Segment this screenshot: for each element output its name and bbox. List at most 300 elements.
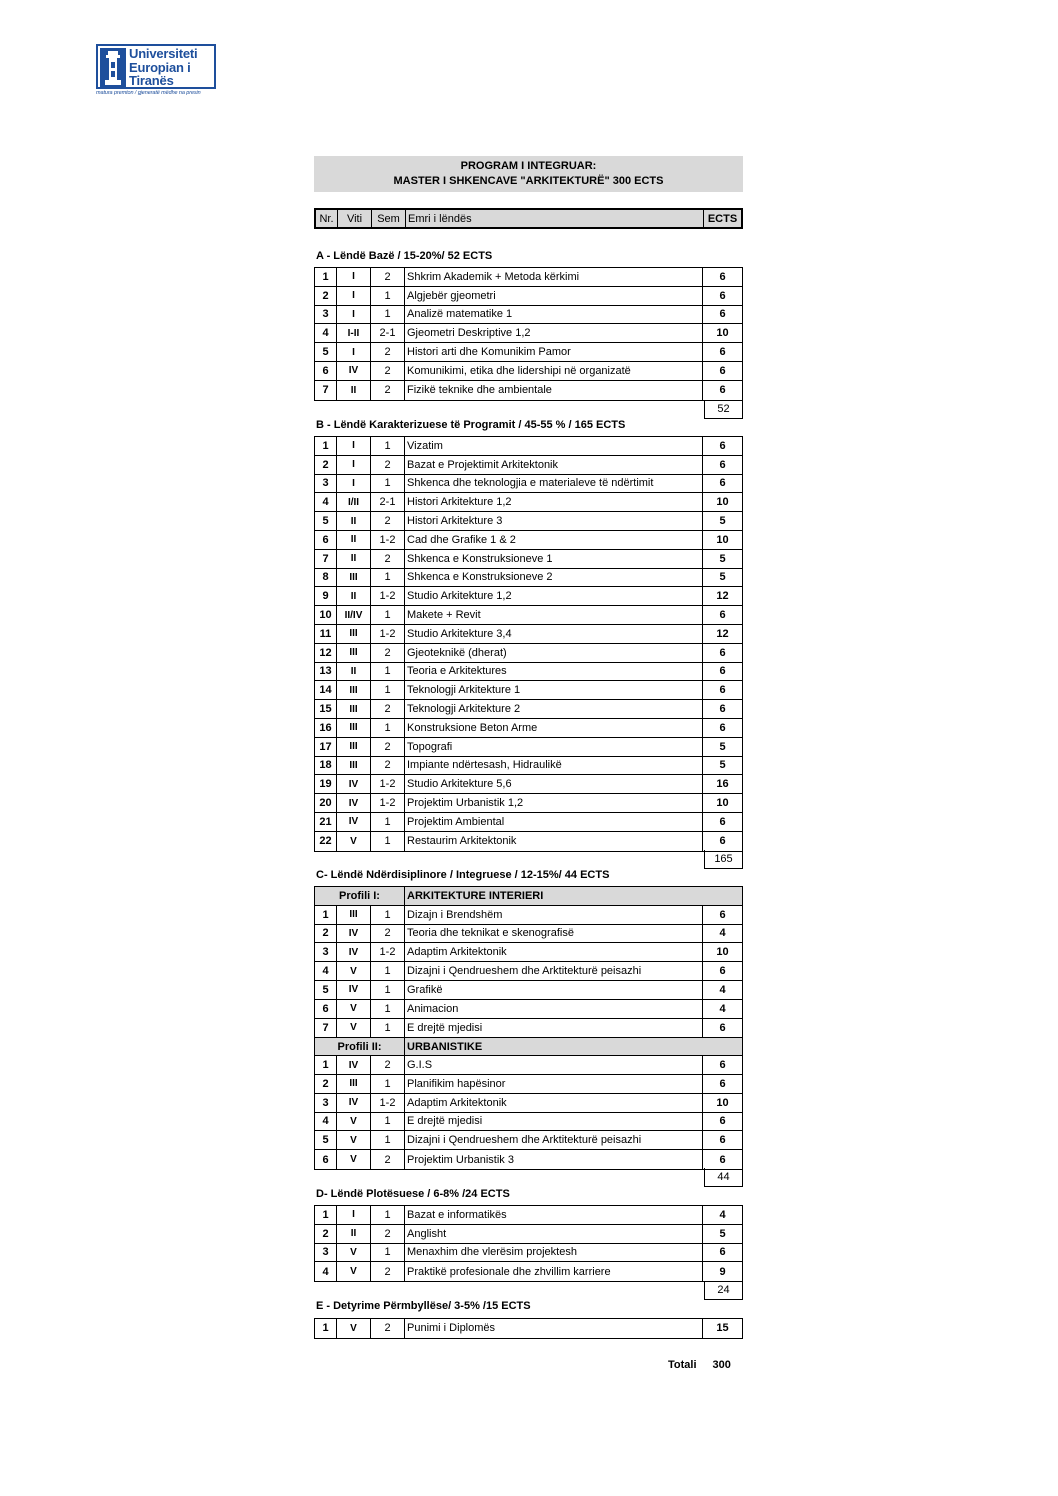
course-name: E drejtë mjedisi xyxy=(405,1113,703,1131)
course-name: Topografi xyxy=(405,738,703,756)
table-row xyxy=(315,775,742,794)
course-nr: 21 xyxy=(315,813,337,831)
table-row xyxy=(315,456,742,475)
course-nr: 4 xyxy=(315,324,337,342)
course-semester: 1-2 xyxy=(371,587,405,605)
course-name: Gjeoteknikë (dherat) xyxy=(405,644,703,662)
course-nr: 5 xyxy=(315,512,337,530)
course-semester: 2 xyxy=(371,381,405,400)
title-line-1: PROGRAM I INTEGRUAR: xyxy=(460,160,597,172)
course-semester: 1 xyxy=(371,906,405,924)
course-ects: 6 xyxy=(719,815,726,828)
course-year: IV xyxy=(337,981,371,999)
course-name: Studio Arkitekture 5,6 xyxy=(405,775,703,793)
course-ects: 5 xyxy=(719,571,726,584)
table-row xyxy=(315,1075,742,1094)
course-name: Planifikim hapësinor xyxy=(405,1075,703,1093)
column-header-row xyxy=(314,208,743,229)
course-year: II xyxy=(337,550,371,568)
course-nr: 3 xyxy=(315,1244,337,1262)
table-row xyxy=(315,644,742,663)
course-nr: 3 xyxy=(315,1094,337,1112)
course-year: III xyxy=(337,681,371,699)
course-name: Menaxhim dhe vlerësim projektesh xyxy=(405,1244,703,1262)
course-semester: 2 xyxy=(371,644,405,662)
table-row xyxy=(315,663,742,682)
course-name: G.I.S xyxy=(405,1056,703,1074)
course-name: Bazat e informatikës xyxy=(405,1206,703,1224)
course-nr: 12 xyxy=(315,644,337,662)
course-ects: 4 xyxy=(719,983,726,996)
course-nr: 3 xyxy=(315,475,337,493)
grand-total xyxy=(668,1359,731,1371)
course-ects: 6 xyxy=(719,477,726,490)
table-row xyxy=(315,268,742,287)
course-name: Restaurim Arkitektonik xyxy=(405,832,703,851)
header-viti: Viti xyxy=(338,210,372,227)
course-year: V xyxy=(337,1150,371,1169)
course-name: Projektim Ambiental xyxy=(405,813,703,831)
course-nr: 1 xyxy=(315,268,337,286)
course-ects: 4 xyxy=(719,1002,726,1015)
profile-1-header xyxy=(315,887,742,906)
profile-2-rows xyxy=(315,1056,742,1169)
course-semester: 2 xyxy=(371,1150,405,1169)
course-ects: 10 xyxy=(716,327,729,340)
profile-1-rows xyxy=(315,906,742,1038)
course-ects: 5 xyxy=(719,759,726,772)
course-name: Teknologji Arkitekture 1 xyxy=(405,681,703,699)
course-ects: 6 xyxy=(719,439,726,452)
table-row xyxy=(315,1131,742,1150)
course-name: Animacion xyxy=(405,1000,703,1018)
logo-frame xyxy=(96,44,216,89)
course-name: Grafikë xyxy=(405,981,703,999)
table-row xyxy=(315,287,742,306)
course-year: I xyxy=(337,343,371,361)
course-ects: 10 xyxy=(716,1096,729,1109)
course-semester: 2 xyxy=(371,512,405,530)
section-b-table xyxy=(314,436,743,852)
course-ects: 10 xyxy=(716,533,729,546)
course-ects: 6 xyxy=(719,1134,726,1147)
course-name: Bazat e Projektimit Arkitektonik xyxy=(405,456,703,474)
course-year: II xyxy=(337,512,371,530)
course-semester: 1-2 xyxy=(371,625,405,643)
course-year: III xyxy=(337,906,371,924)
course-nr: 15 xyxy=(315,700,337,718)
course-name: Vizatim xyxy=(405,437,703,455)
course-nr: 11 xyxy=(315,625,337,643)
course-year: III xyxy=(337,757,371,775)
title-line-2: MASTER I SHKENCAVE "ARKITEKTURË" 300 ECTS xyxy=(393,175,664,187)
course-ects: 6 xyxy=(719,1059,726,1072)
table-row xyxy=(315,550,742,569)
course-semester: 2 xyxy=(371,757,405,775)
course-ects: 6 xyxy=(719,458,726,471)
section-a-total: 52 xyxy=(704,400,743,419)
course-year: IV xyxy=(337,1094,371,1112)
table-row xyxy=(315,925,742,944)
course-name: Algjebër gjeometri xyxy=(405,287,703,305)
table-row xyxy=(315,1019,742,1038)
course-nr: 5 xyxy=(315,343,337,361)
course-semester: 1 xyxy=(371,1206,405,1224)
course-ects: 6 xyxy=(719,665,726,678)
course-year: V xyxy=(337,832,371,851)
course-ects: 4 xyxy=(719,1208,726,1221)
course-year: V xyxy=(337,1262,371,1281)
table-row xyxy=(315,832,742,851)
course-name: Studio Arkitekture 1,2 xyxy=(405,587,703,605)
course-year: V xyxy=(337,1244,371,1262)
course-semester: 1 xyxy=(371,475,405,493)
table-row xyxy=(315,943,742,962)
course-nr: 5 xyxy=(315,981,337,999)
document-title xyxy=(314,156,743,192)
course-year: I xyxy=(337,437,371,455)
table-row xyxy=(315,794,742,813)
course-nr: 1 xyxy=(315,1319,337,1338)
course-semester: 1 xyxy=(371,981,405,999)
course-ects: 6 xyxy=(719,1246,726,1259)
section-d-table xyxy=(314,1205,743,1282)
course-ects: 12 xyxy=(716,590,729,603)
course-semester: 2 xyxy=(371,362,405,380)
course-ects: 6 xyxy=(719,721,726,734)
header-ects: ECTS xyxy=(707,212,738,225)
course-nr: 5 xyxy=(315,1131,337,1149)
profile-2-header xyxy=(315,1037,742,1056)
section-d-total: 24 xyxy=(704,1281,743,1300)
course-year: IV xyxy=(337,813,371,831)
course-semester: 2 xyxy=(371,1262,405,1281)
course-ects: 15 xyxy=(716,1322,729,1335)
course-nr: 2 xyxy=(315,925,337,943)
course-nr: 7 xyxy=(315,550,337,568)
course-ects: 6 xyxy=(719,1153,726,1166)
profile-2-name: URBANISTIKE xyxy=(407,1040,483,1053)
course-nr: 14 xyxy=(315,681,337,699)
course-name: Histori Arkitekture 3 xyxy=(405,512,703,530)
course-ects: 9 xyxy=(719,1265,726,1278)
course-year: III xyxy=(337,700,371,718)
course-ects: 6 xyxy=(719,308,726,321)
course-year: IV xyxy=(337,925,371,943)
course-name: Dizajn i Brendshëm xyxy=(405,906,703,924)
course-name: Adaptim Arkitektonik xyxy=(405,943,703,961)
course-ects: 6 xyxy=(719,965,726,978)
course-name: Teoria dhe teknikat e skenografisë xyxy=(405,925,703,943)
course-name: Impiante ndërtesash, Hidraulikë xyxy=(405,757,703,775)
course-nr: 6 xyxy=(315,1000,337,1018)
table-row xyxy=(315,306,742,325)
tower-emblem-icon xyxy=(100,48,126,89)
course-ects: 6 xyxy=(719,346,726,359)
course-nr: 1 xyxy=(315,906,337,924)
table-row xyxy=(315,531,742,550)
course-semester: 2 xyxy=(371,925,405,943)
table-row xyxy=(315,962,742,981)
course-name: Projektim Urbanistik 3 xyxy=(405,1150,703,1169)
course-ects: 6 xyxy=(719,703,726,716)
course-year: II xyxy=(337,531,371,549)
course-name: E drejtë mjedisi xyxy=(405,1019,703,1038)
course-name: Dizajni i Qendrueshem dhe Arktitekturë peisazhi xyxy=(405,962,703,980)
course-year: I xyxy=(337,475,371,493)
course-ects: 10 xyxy=(716,797,729,810)
logo-tagline: matura premton / gjeneratë mëdhe na presin xyxy=(96,90,201,96)
course-name: Shkenca e Konstruksioneve 2 xyxy=(405,569,703,587)
course-name: Dizajni i Qendrueshem dhe Arktitekturë peisazhi xyxy=(405,1131,703,1149)
table-row xyxy=(315,1206,742,1225)
course-year: V xyxy=(337,1113,371,1131)
course-nr: 4 xyxy=(315,962,337,980)
table-row xyxy=(315,1244,742,1263)
course-semester: 1 xyxy=(371,306,405,324)
course-year: I/II xyxy=(337,493,371,511)
course-semester: 1 xyxy=(371,569,405,587)
table-row xyxy=(315,1225,742,1244)
section-d-title: D- Lëndë Plotësuese / 6-8% /24 ECTS xyxy=(316,1188,510,1200)
course-year: III xyxy=(337,1075,371,1093)
course-name: Fizikë teknike dhe ambientale xyxy=(405,381,703,400)
course-semester: 1 xyxy=(371,1244,405,1262)
course-year: V xyxy=(337,1000,371,1018)
course-semester: 1-2 xyxy=(371,794,405,812)
course-semester: 2-1 xyxy=(371,493,405,511)
course-nr: 19 xyxy=(315,775,337,793)
course-year: III xyxy=(337,644,371,662)
course-semester: 2-1 xyxy=(371,324,405,342)
course-semester: 2 xyxy=(371,1225,405,1243)
course-semester: 2 xyxy=(371,738,405,756)
logo-line-3: Tiranës xyxy=(129,73,174,88)
table-row xyxy=(315,512,742,531)
table-row xyxy=(315,719,742,738)
course-nr: 10 xyxy=(315,606,337,624)
course-semester: 2 xyxy=(371,456,405,474)
profile-1-name: ARKITEKTURE INTERIERI xyxy=(407,889,544,902)
logo-line-2: Europian i xyxy=(129,59,191,75)
course-year: III xyxy=(337,625,371,643)
course-nr: 8 xyxy=(315,569,337,587)
table-row xyxy=(315,1113,742,1132)
course-semester: 1 xyxy=(371,719,405,737)
course-semester: 1 xyxy=(371,681,405,699)
course-semester: 1 xyxy=(371,962,405,980)
course-ects: 6 xyxy=(719,364,726,377)
table-row xyxy=(315,1000,742,1019)
table-row xyxy=(315,906,742,925)
course-year: II/IV xyxy=(337,606,371,624)
course-ects: 12 xyxy=(716,627,729,640)
course-ects: 5 xyxy=(719,1227,726,1240)
table-row xyxy=(315,1150,742,1169)
course-nr: 20 xyxy=(315,794,337,812)
course-semester: 1 xyxy=(371,813,405,831)
course-ects: 6 xyxy=(719,289,726,302)
course-year: I xyxy=(337,287,371,305)
course-year: V xyxy=(337,1019,371,1038)
section-e-table xyxy=(314,1318,743,1339)
course-name: Teoria e Arkitektures xyxy=(405,663,703,681)
table-row xyxy=(315,1056,742,1075)
course-year: IV xyxy=(337,1056,371,1074)
course-ects: 6 xyxy=(719,684,726,697)
course-semester: 2 xyxy=(371,1319,405,1338)
table-row xyxy=(315,738,742,757)
course-semester: 1 xyxy=(371,663,405,681)
table-row xyxy=(315,587,742,606)
course-year: V xyxy=(337,1131,371,1149)
course-name: Teknologji Arkitekture 2 xyxy=(405,700,703,718)
course-nr: 1 xyxy=(315,1056,337,1074)
course-semester: 1-2 xyxy=(371,1094,405,1112)
course-name: Shkenca e Konstruksioneve 1 xyxy=(405,550,703,568)
course-nr: 6 xyxy=(315,1150,337,1169)
table-row xyxy=(315,625,742,644)
course-name: Shkrim Akademik + Metoda kërkimi xyxy=(405,268,703,286)
course-semester: 1 xyxy=(371,1131,405,1149)
table-row xyxy=(315,475,742,494)
course-year: IV xyxy=(337,794,371,812)
table-row xyxy=(315,1262,742,1281)
course-ects: 6 xyxy=(719,384,726,397)
course-year: V xyxy=(337,962,371,980)
table-row xyxy=(315,1319,742,1338)
course-nr: 9 xyxy=(315,587,337,605)
section-b-total: 165 xyxy=(704,850,743,869)
table-row xyxy=(315,437,742,456)
course-year: I xyxy=(337,306,371,324)
course-year: I xyxy=(337,456,371,474)
table-row xyxy=(315,757,742,776)
course-semester: 2 xyxy=(371,268,405,286)
table-row xyxy=(315,362,742,381)
table-row xyxy=(315,813,742,832)
header-sem: Sem xyxy=(372,210,406,227)
section-c-table xyxy=(314,886,743,1170)
course-year: I xyxy=(337,268,371,286)
course-semester: 2 xyxy=(371,700,405,718)
course-nr: 1 xyxy=(315,1206,337,1224)
course-nr: 18 xyxy=(315,757,337,775)
profile-1-label: Profili I: xyxy=(315,887,405,905)
course-ects: 6 xyxy=(719,908,726,921)
course-nr: 4 xyxy=(315,1113,337,1131)
table-row xyxy=(315,681,742,700)
logo-wordmark xyxy=(129,47,197,88)
course-name: Anglisht xyxy=(405,1225,703,1243)
course-name: Projektim Urbanistik 1,2 xyxy=(405,794,703,812)
course-year: II xyxy=(337,663,371,681)
course-year: I-II xyxy=(337,324,371,342)
course-nr: 16 xyxy=(315,719,337,737)
table-row xyxy=(315,343,742,362)
table-row xyxy=(315,700,742,719)
section-c-title: C- Lëndë Ndërdisiplinore / Integruese / 12-15%/ 44 ECTS xyxy=(316,869,610,881)
course-nr: 2 xyxy=(315,456,337,474)
header-nr: Nr. xyxy=(316,210,338,227)
course-ects: 6 xyxy=(719,646,726,659)
course-semester: 1 xyxy=(371,1000,405,1018)
university-logo xyxy=(96,44,218,98)
course-year: II xyxy=(337,1225,371,1243)
course-year: III xyxy=(337,719,371,737)
course-nr: 4 xyxy=(315,1262,337,1281)
course-ects: 6 xyxy=(719,1077,726,1090)
course-name: Praktikë profesionale dhe zhvillim karriere xyxy=(405,1262,703,1281)
course-ects: 6 xyxy=(719,270,726,283)
table-row xyxy=(315,981,742,1000)
course-nr: 7 xyxy=(315,381,337,400)
logo-line-1: Universiteti xyxy=(129,46,198,61)
course-semester: 1 xyxy=(371,606,405,624)
table-row xyxy=(315,381,742,400)
section-b-title: B - Lëndë Karakterizuese të Programit / 45-55 % / 165 ECTS xyxy=(316,419,626,431)
course-semester: 1-2 xyxy=(371,943,405,961)
course-name: Konstruksione Beton Arme xyxy=(405,719,703,737)
grand-total-label: Totali xyxy=(668,1359,697,1371)
course-semester: 2 xyxy=(371,550,405,568)
course-semester: 1 xyxy=(371,1019,405,1038)
course-nr: 4 xyxy=(315,493,337,511)
course-nr: 13 xyxy=(315,663,337,681)
course-year: IV xyxy=(337,775,371,793)
course-name: Histori arti dhe Komunikim Pamor xyxy=(405,343,703,361)
course-nr: 1 xyxy=(315,437,337,455)
profile-2-label: Profili II: xyxy=(315,1038,405,1055)
course-semester: 1 xyxy=(371,1075,405,1093)
table-row xyxy=(315,606,742,625)
course-ects: 16 xyxy=(716,778,729,791)
course-semester: 1 xyxy=(371,287,405,305)
course-nr: 17 xyxy=(315,738,337,756)
course-ects: 4 xyxy=(719,927,726,940)
course-nr: 22 xyxy=(315,832,337,851)
header-name: Emri i lëndës xyxy=(406,210,704,227)
course-name: Cad dhe Grafike 1 & 2 xyxy=(405,531,703,549)
course-nr: 6 xyxy=(315,531,337,549)
course-nr: 2 xyxy=(315,287,337,305)
course-ects: 5 xyxy=(719,740,726,753)
course-year: IV xyxy=(337,943,371,961)
course-nr: 7 xyxy=(315,1019,337,1038)
course-name: Histori Arkitekture 1,2 xyxy=(405,493,703,511)
grand-total-value: 300 xyxy=(712,1359,731,1371)
course-semester: 1 xyxy=(371,832,405,851)
course-ects: 5 xyxy=(719,552,726,565)
course-year: I xyxy=(337,1206,371,1224)
course-name: Gjeometri Deskriptive 1,2 xyxy=(405,324,703,342)
course-name: Analizë matematike 1 xyxy=(405,306,703,324)
course-nr: 2 xyxy=(315,1075,337,1093)
course-name: Komunikimi, etika dhe lidershipi në organizatë xyxy=(405,362,703,380)
course-year: V xyxy=(337,1319,371,1338)
course-year: IV xyxy=(337,362,371,380)
course-ects: 6 xyxy=(719,609,726,622)
course-semester: 1 xyxy=(371,437,405,455)
course-nr: 2 xyxy=(315,1225,337,1243)
section-a-title: A - Lëndë Bazë / 15-20%/ 52 ECTS xyxy=(316,250,493,262)
course-nr: 6 xyxy=(315,362,337,380)
section-e-title: E - Detyrime Përmbyllëse/ 3-5% /15 ECTS xyxy=(316,1300,531,1312)
table-row xyxy=(315,1094,742,1113)
table-row xyxy=(315,324,742,343)
course-semester: 2 xyxy=(371,343,405,361)
course-year: III xyxy=(337,738,371,756)
